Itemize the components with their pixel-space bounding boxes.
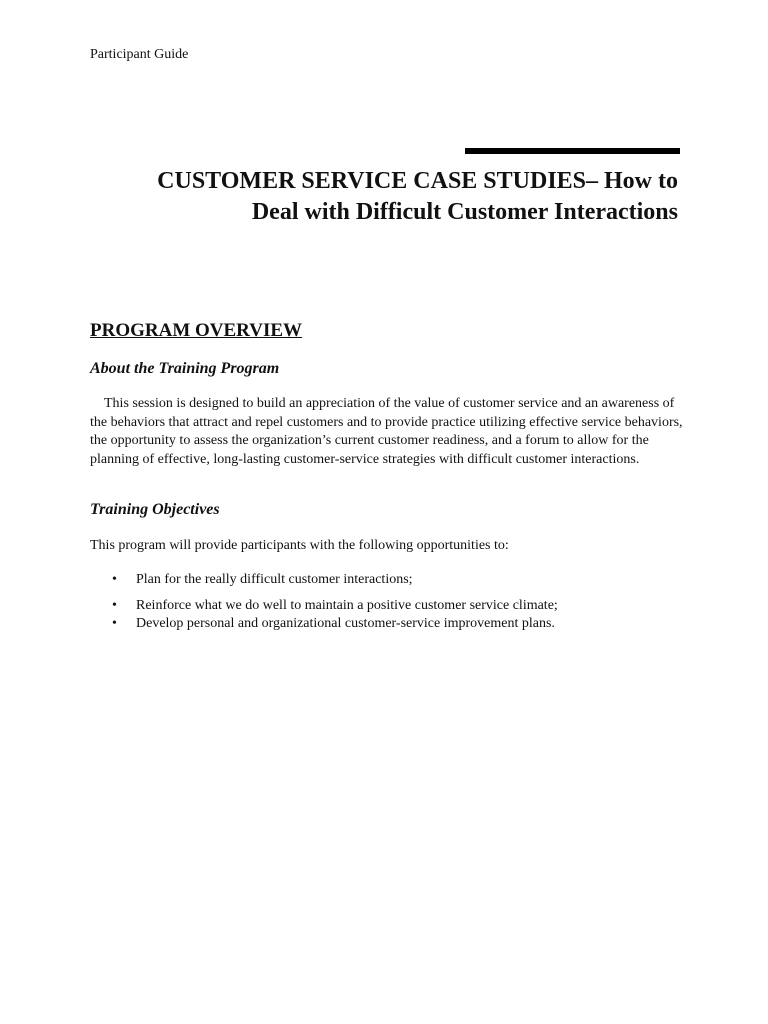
bullet-icon: • bbox=[112, 616, 117, 631]
header-label: Participant Guide bbox=[90, 47, 189, 62]
title-line-2: Deal with Difficult Customer Interactions bbox=[251, 199, 678, 225]
training-objectives-heading: Training Objectives bbox=[90, 501, 220, 518]
objective-text: Reinforce what we do well to maintain a positive customer service climate; bbox=[136, 598, 558, 613]
about-training-paragraph: This session is designed to build an appreciation of the value of customer service and an awareness of the behaviors that attract and repel customers and to provide practice utilizing effective service behaviors, the opportunity to assess the organization’s current customer readiness, and a forum to allow for the planning of effective, long-lasting customer-service strategies with difficult customer interactions. bbox=[90, 396, 683, 467]
objective-text: Develop personal and organizational customer-service improvement plans. bbox=[136, 616, 555, 631]
list-item bbox=[90, 597, 690, 615]
bullet-icon: • bbox=[112, 572, 117, 587]
title-rule bbox=[465, 148, 680, 154]
about-training-heading: About the Training Program bbox=[90, 360, 280, 377]
objective-text: Plan for the really difficult customer interactions; bbox=[136, 572, 413, 587]
list-item bbox=[90, 615, 690, 633]
bullet-icon: • bbox=[112, 598, 117, 613]
objectives-intro: This program will provide participants with the following opportunities to: bbox=[90, 538, 509, 553]
title-line-1: CUSTOMER SERVICE CASE STUDIES– How to bbox=[157, 168, 678, 194]
document-title bbox=[78, 166, 678, 228]
program-overview-heading: PROGRAM OVERVIEW bbox=[90, 320, 303, 341]
objectives-list bbox=[90, 571, 690, 633]
list-item bbox=[90, 571, 690, 589]
